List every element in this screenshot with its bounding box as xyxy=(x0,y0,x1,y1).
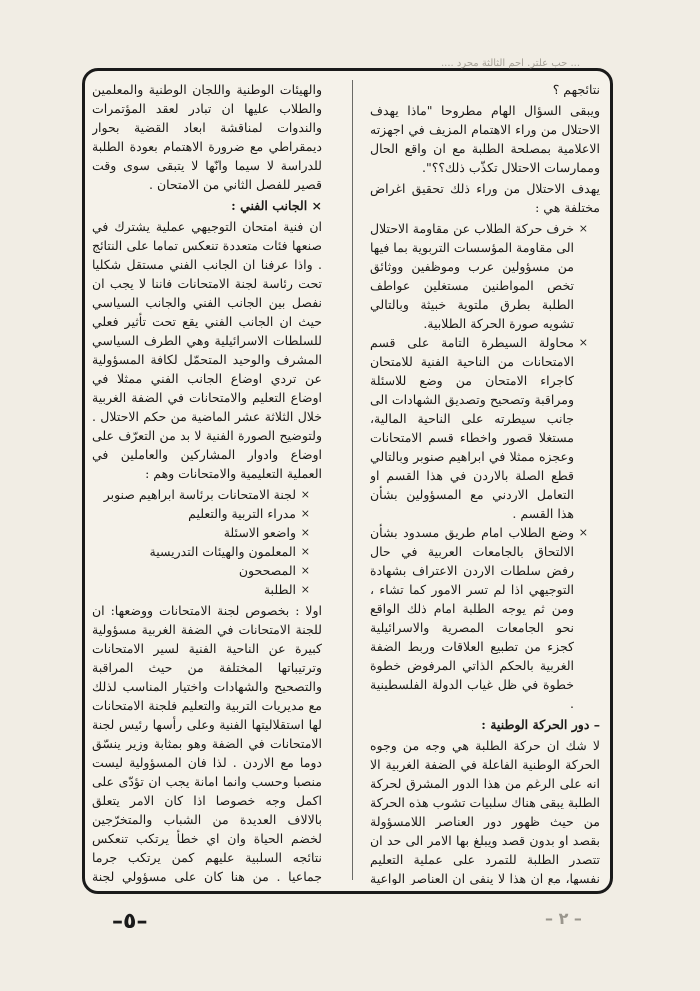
list-item: × المعلمون والهيئات التدريسية xyxy=(92,542,310,561)
list-item: × المصححون xyxy=(92,561,310,580)
paragraph: اولا : بخصوص لجنة الامتحانات ووضعها: ان للجنة الامتحانات في الضفة الغربية مسؤولية كبيرة عن الناحية الفنية لسير الامتحانات وترتيباتها المختلفة من حيث المراقبة والتصحيح والشهادات واختيار المناسب لذلك مع مديريات التربية والتعليم فلجنة الامتحانات لها استقلاليتها الفنية وعلى رأسها رئيس لجنة الامتحانات في الضفة وهو بمثابة وزير ينسّق دوما مع الاردن . لذا فان المسؤولية ليست منصبا وحسب وانما امانة يجب ان تؤدّى على اكمل وجه خصوصا اذا كان الامر يتعلق بالالاف العديدة من الشباب والمتخرّجين لخضم الحياة وان اي خطأ يرتكب تنعكس نتائجه السلبية عليهم كمن يرتكب جرما جماعيا . من هنا كان على مسؤولي لجنة xyxy=(92,603,322,884)
page-number: –٥– xyxy=(112,909,148,934)
section-heading: – دور الحركة الوطنية : xyxy=(481,717,600,732)
list-item: × وضع الطلاب امام طريق مسدود بشأن الالتحاق بالجامعات العربية في حال رفض سلطات الاردن الاعتراف بشهادة التوجيهي اذا لم تسر الامور كما تشاء ، ومن ثم يوجه الطلبة امام ذلك الواقع نحو الجامعات المصرية والاسرائيلية كجزء من تطبيع العلاقات وربط الضفة الغربية بالحكم الذاتي المرفوض خطوة خطوة في ظل غياب الدولة الفلسطينية . xyxy=(370,523,588,713)
goals-list xyxy=(370,219,600,713)
left-column xyxy=(92,80,322,885)
column-divider xyxy=(352,80,353,880)
list-item: × مدراء التربية والتعليم xyxy=(92,504,310,523)
list-item: × لجنة الامتحانات برئاسة ابراهيم صنوبر xyxy=(92,485,310,504)
list-item: × خرف حركة الطلاب عن مقاومة الاحتلال الى مقاومة المؤسسات التربوية بما فيها من مسؤولين عرب وموظفين ووثائق تخص المواطنين مستغلين عواطف الطلبة بطرق ملتوية خبيثة وبالتالي تشويه صورة الحركة الطلابية. xyxy=(370,219,588,333)
paragraph: نتائجهم ؟ xyxy=(552,82,600,97)
right-column xyxy=(370,80,600,885)
list-item: × الطلبة xyxy=(92,580,310,599)
paragraph: والهيئات الوطنية واللجان الوطنية والمعلمين والطلاب عليها ان تبادر لعقد المؤتمرات والندوات لمناقشة ابعاد القضية بحوار ديمقراطي مع ضرورة الاهتمام بعودة الطلبة للدراسة لا سيما وانّها لا يتبقى سوى وقت قصير للفصل الثاني من الامتحان . xyxy=(92,82,322,192)
paragraph: لا شك ان حركة الطلبة هي وجه من وجوه الحركة الوطنية الفاعلة في الضفة الغربية الا انه على الرغم من هذا الدور المشرق لحركة الطلبة يبقى هناك سلبيات تشوب هذه الحركة من حيث ظهور دور العناصر اللامسؤولة بقصد او بدون قصد ويبلغ بها الامر الى حد ان تتصدر الطلبة للتمرد على عملية التعليم نفسها، مع ان هذا لا ينفي ان العناصر الواعية xyxy=(370,738,600,885)
paragraph: ان فنية امتحان التوجيهي عملية يشترك في صنعها فئات متعددة تنعكس تماما على النتائج . واذا عرفنا ان الجانب الفني مستقل شكليا تحت رئاسة لجنة الامتحانات فاننا لا يجب ان نفصل بين الجانب الفني والجانب السياسي حيث ان الجانب الفني يقع تحت تأثير فعلي للسلطات الاسرائيلية وهي الطرف السياسي المشرف والوحيد المتحمّل لكافة المسؤولية عن تردي اوضاع الجانب الفني ممثلا في اوضاع التعليم والامتحانات في الضفة الغربية خلال الثلاثة عشر الماضية من حكم الاحتلال . ولتوضيح الصورة الفنية لا بد من التعرّف على اوضاع وادوار المشاركين والعاملين في العملية التعليمية والامتحانات وهم : xyxy=(92,219,322,481)
list-item: × محاولة السيطرة التامة على قسم الامتحانات من الناحية الفنية للامتحان كاجراء الامتحان من وضع للاسئلة ومراقبة وتصحيح وتصديق الشهادات الى جانب سيطرته على الناحية المالية، مستغلا قصور واخطاء قسم الامتحانات وعجزه ممثلا في ابراهيم صنوبر وبالتالي قطع الصلة بالاردن في هذا القسم او التعامل الاردني مع المسؤولين بشأن هذا القسم . xyxy=(370,333,588,523)
bleed-through-text: ... حب علتر. أحم الثالثة محرد .... xyxy=(440,58,580,69)
participants-list xyxy=(92,485,322,599)
list-item: × واضعو الاسئلة xyxy=(92,523,310,542)
page-number-faded: – ٢ – xyxy=(545,909,582,928)
section-heading: × الجانب الفني : xyxy=(231,198,322,213)
paragraph: ويبقى السؤال الهام مطروحا "ماذا يهدف الاحتلال من وراء الاهتمام المزيف في اجهزته الاعلامية بمصلحة الطلبة مع ان واقع الحال وممارسات الاحتلال تكذّب ذلك؟؟". xyxy=(370,103,600,175)
paragraph: يهدف الاحتلال من وراء ذلك تحقيق اغراض مختلفة هي : xyxy=(370,181,600,215)
